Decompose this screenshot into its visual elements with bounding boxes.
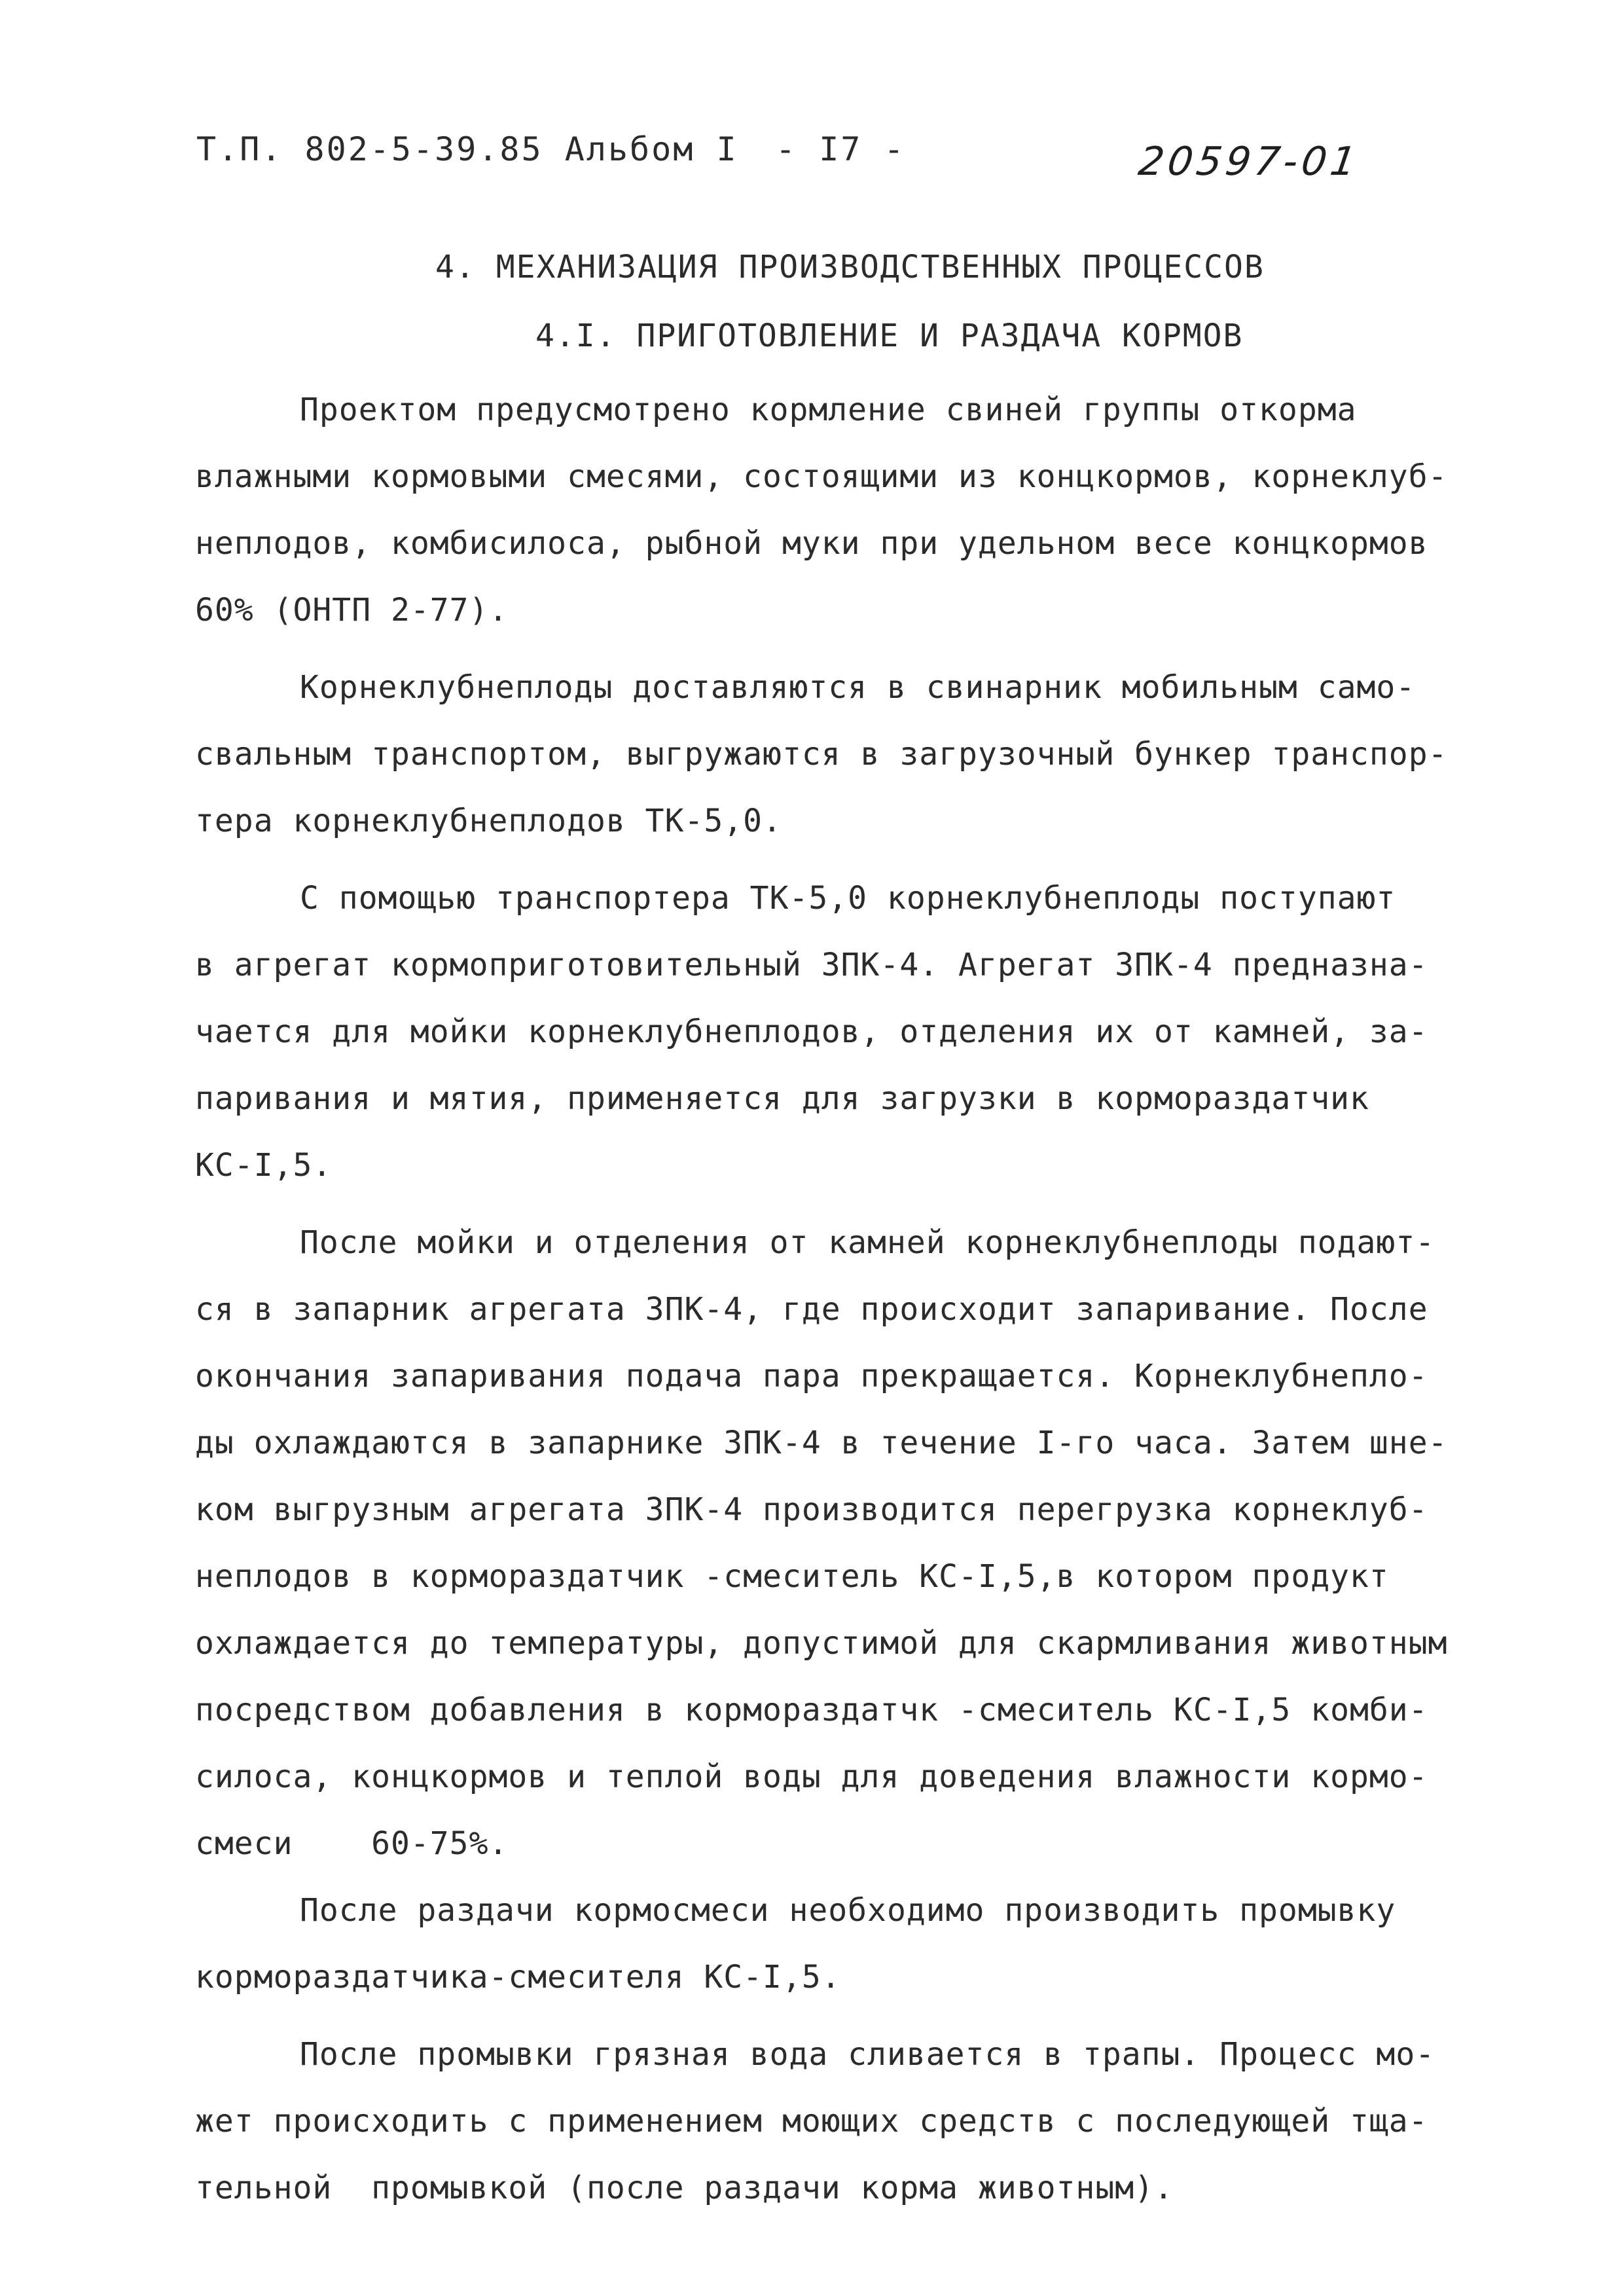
text-line: посредством добавления в кормораздатчк -смеситель КС-I,5 комби- [195,1692,1428,1728]
text-line: ком выгрузным агрегата ЗПК-4 производится перегрузка корнеклуб- [195,1491,1428,1528]
text-line: 60% (ОНТП 2-77). [195,592,509,629]
text-line: свальным транспортом, выгружаются в загрузочный бункер транспор- [195,736,1448,773]
subsection-title: 4.I. ПРИГОТОВЛЕНИЕ И РАЗДАЧА КОРМОВ [535,318,1244,354]
text-line: После раздачи кормосмеси необходимо производить промывку [300,1892,1396,1929]
handwritten-inventory-number: 20597-01 [1136,139,1363,185]
text-line: После промывки грязная вода сливается в трапы. Процесс мо- [300,2036,1435,2073]
text-line: смеси 60-75%. [195,1825,509,1862]
text-line: кормораздатчика-смесителя КС-I,5. [195,1959,841,1995]
text-line: тельной промывкой (после раздачи корма животным). [195,2170,1174,2206]
section-title: 4. МЕХАНИЗАЦИЯ ПРОИЗВОДСТВЕННЫХ ПРОЦЕССОВ [435,249,1265,285]
page-number: - I7 - [776,130,906,168]
text-line: ся в запарник агрегата ЗПК-4, где происходит запаривание. После [195,1291,1428,1328]
text-line: неплодов, комбисилоса, рыбной муки при удельном весе концкормов [195,525,1428,562]
document-code: Т.П. 802-5-39.85 Альбом I [196,130,738,168]
text-line: Корнеклубнеплоды доставляются в свинарник мобильным само- [300,669,1416,706]
text-line: КС-I,5. [195,1147,333,1184]
text-line: После мойки и отделения от камней корнеклубнеплоды подают- [300,1224,1435,1261]
text-line: в агрегат кормоприготовительный ЗПК-4. Агрегат ЗПК-4 предназна- [195,947,1428,983]
text-line: силоса, концкормов и теплой воды для доведения влажности кормо- [195,1758,1428,1795]
text-line: неплодов в кормораздатчик -смеситель КС-I,5,в котором продукт [195,1558,1389,1595]
text-line: тера корнеклубнеплодов ТК-5,0. [195,803,782,839]
text-line: ды охлаждаются в запарнике ЗПК-4 в течение I-го часа. Затем шне- [195,1425,1448,1461]
text-line: охлаждается до температуры, допустимой для скармливания животным [195,1625,1448,1662]
text-line: чается для мойки корнеклубнеплодов, отделения их от камней, за- [195,1013,1428,1050]
text-line: влажными кормовыми смесями, состоящими из концкормов, корнеклуб- [195,458,1448,495]
body-text [195,376,1471,2221]
text-line: окончания запаривания подача пара прекращается. Корнеклубнепло- [195,1358,1428,1394]
text-line: жет происходить с применением моющих средств с последующей тща- [195,2103,1428,2140]
text-line: Проектом предусмотрено кормление свиней группы откорма [300,392,1357,428]
text-line: С помощью транспортера ТК-5,0 корнеклубнеплоды поступают [300,880,1396,917]
text-line: паривания и мятия, применяется для загрузки в кормораздатчик [195,1080,1369,1117]
